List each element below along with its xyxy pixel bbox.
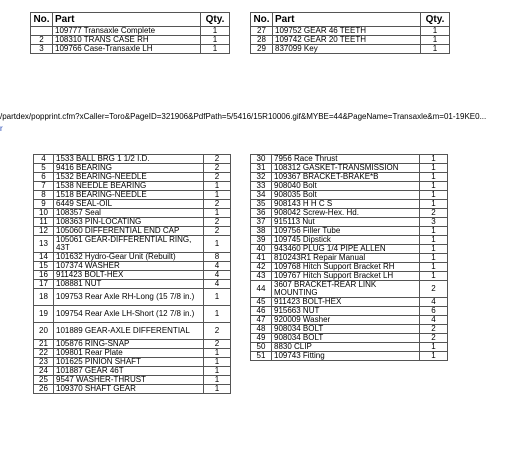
cell-part: 101887 GEAR 46T [54, 367, 204, 376]
table-row [34, 376, 231, 385]
table-row [251, 307, 448, 316]
cell-no: 12 [34, 227, 54, 236]
cell-qty: 1 [421, 27, 450, 36]
cell-part: 105061 GEAR-DIFFERENTIAL RING, 43T [54, 236, 204, 253]
cell-qty: 1 [420, 254, 448, 263]
cell-qty: 2 [204, 155, 231, 164]
cell-no: 10 [34, 209, 54, 218]
parts-table-top-right [250, 12, 450, 54]
cell-part: 9416 BEARING [54, 164, 204, 173]
table-row [251, 155, 448, 164]
cell-no: 17 [34, 280, 54, 289]
cell-no: 15 [34, 262, 54, 271]
cell-qty: 3 [420, 218, 448, 227]
table-row [34, 367, 231, 376]
table-row [251, 45, 450, 54]
table-row [251, 164, 448, 173]
parts-table-bottom-left [33, 154, 231, 394]
table-row [251, 325, 448, 334]
table-row [251, 227, 448, 236]
header-part: Part [53, 13, 201, 27]
header-row [251, 13, 450, 27]
cell-no: 41 [251, 254, 272, 263]
cell-qty: 1 [204, 182, 231, 191]
header-row [31, 13, 230, 27]
cell-no: 48 [251, 325, 272, 334]
table-row [34, 385, 231, 394]
cell-no: 7 [34, 182, 54, 191]
cell-qty: 4 [204, 271, 231, 280]
cell-no: 46 [251, 307, 272, 316]
cell-qty: 1 [204, 385, 231, 394]
table-row [34, 271, 231, 280]
cell-part: 8830 CLIP [272, 343, 420, 352]
table-row [251, 245, 448, 254]
cell-part: 109766 Case-Transaxle LH [53, 45, 201, 54]
cell-qty: 1 [204, 209, 231, 218]
cell-no: 42 [251, 263, 272, 272]
table-row [251, 352, 448, 361]
cell-qty: 1 [420, 245, 448, 254]
cell-no: 29 [251, 45, 273, 54]
table-row [34, 155, 231, 164]
table-row [34, 306, 231, 323]
cell-qty: 1 [201, 36, 230, 45]
cell-qty: 4 [420, 298, 448, 307]
cell-no: 38 [251, 227, 272, 236]
table-row [251, 298, 448, 307]
cell-no: 2 [31, 36, 53, 45]
cell-part: 109367 BRACKET-BRAKE*B [272, 173, 420, 182]
cell-qty: 2 [204, 323, 231, 340]
cell-part: 109370 SHAFT GEAR [54, 385, 204, 394]
cell-qty: 2 [420, 281, 448, 298]
table-row [251, 316, 448, 325]
cell-part: 109752 GEAR 46 TEETH [273, 27, 421, 36]
cell-no: 31 [251, 164, 272, 173]
table-row [251, 191, 448, 200]
cell-part: 108312 GASKET-TRANSMISSION [272, 164, 420, 173]
cell-qty: 2 [204, 164, 231, 173]
cell-part: 109742 GEAR 20 TEETH [273, 36, 421, 45]
cell-part: 101632 Hydro-Gear Unit (Rebuilt) [54, 253, 204, 262]
cell-part: 109777 Transaxle Complete [53, 27, 201, 36]
header-qty: Qty. [201, 13, 230, 27]
cell-qty: 4 [204, 262, 231, 271]
table-row [251, 209, 448, 218]
table-row [251, 263, 448, 272]
cell-qty: 1 [420, 236, 448, 245]
cell-part: 908035 Bolt [272, 191, 420, 200]
cell-part: 108363 PIN-LOCATING [54, 218, 204, 227]
table-row [34, 191, 231, 200]
cell-part: 109745 Dipstick [272, 236, 420, 245]
cell-qty: 1 [204, 376, 231, 385]
table-row [34, 227, 231, 236]
cell-qty: 1 [421, 36, 450, 45]
table-row [251, 236, 448, 245]
cell-no: 20 [34, 323, 54, 340]
table-row [34, 280, 231, 289]
cell-qty: 1 [420, 227, 448, 236]
cell-no: 37 [251, 218, 272, 227]
cell-qty: 8 [204, 253, 231, 262]
cell-part: 837099 Key [273, 45, 421, 54]
cell-no: 27 [251, 27, 273, 36]
cell-qty: 1 [204, 358, 231, 367]
cell-no: 14 [34, 253, 54, 262]
cell-part: 109743 Fitting [272, 352, 420, 361]
table-row [34, 218, 231, 227]
cell-part: 107374 WASHER [54, 262, 204, 271]
cell-no [31, 27, 53, 36]
table-row [251, 272, 448, 281]
cell-part: 908143 H H C S [272, 200, 420, 209]
cell-no: 6 [34, 173, 54, 182]
cell-part: 6449 SEAL-OIL [54, 200, 204, 209]
cell-qty: 1 [204, 367, 231, 376]
cell-no: 30 [251, 155, 272, 164]
cell-qty: 4 [204, 280, 231, 289]
cell-qty: 1 [421, 45, 450, 54]
cell-part: 108357 Seal [54, 209, 204, 218]
cell-qty: 1 [420, 164, 448, 173]
table-row [34, 262, 231, 271]
cell-part: 7956 Race Thrust [272, 155, 420, 164]
cell-qty: 1 [420, 173, 448, 182]
header-qty: Qty. [421, 13, 450, 27]
table-row [34, 236, 231, 253]
cell-qty: 2 [204, 200, 231, 209]
cell-part: 109801 Rear Plate [54, 349, 204, 358]
cell-qty: 1 [420, 263, 448, 272]
cell-qty: 1 [204, 306, 231, 323]
cell-part: 109756 Filler Tube [272, 227, 420, 236]
cell-no: 39 [251, 236, 272, 245]
cell-no: 3 [31, 45, 53, 54]
cell-part: 908034 BOLT [272, 334, 420, 343]
page-url-footer: /partdex/popprint.cfm?xCaller=Toro&PageID=321906&PdfPath=5/5416/15R10006.gif&MYBE=44&PageName=Transaxle&m=01-19KE0... [0, 112, 487, 121]
cell-part: 1518 BEARING-NEEDLE [54, 191, 204, 200]
cell-no: 22 [34, 349, 54, 358]
header-part: Part [273, 13, 421, 27]
cell-no: 24 [34, 367, 54, 376]
table-row [34, 182, 231, 191]
table-row [34, 200, 231, 209]
cell-qty: 1 [420, 343, 448, 352]
cell-no: 43 [251, 272, 272, 281]
cell-qty: 1 [420, 200, 448, 209]
parts-table-bottom-right [250, 154, 448, 361]
cell-part: 1533 BALL BRG 1 1/2 I.D. [54, 155, 204, 164]
cell-qty: 2 [204, 340, 231, 349]
cell-no: 51 [251, 352, 272, 361]
cell-no: 28 [251, 36, 273, 45]
table-row [34, 340, 231, 349]
cell-no: 47 [251, 316, 272, 325]
cell-part: 105876 RING-SNAP [54, 340, 204, 349]
cell-qty: 2 [204, 173, 231, 182]
cell-part: 109754 Rear Axle LH-Short (12 7/8 in.) [54, 306, 204, 323]
cell-qty: 2 [420, 209, 448, 218]
cell-qty: 4 [420, 316, 448, 325]
table-row [34, 253, 231, 262]
cell-qty: 2 [204, 227, 231, 236]
cell-part: 108881 NUT [54, 280, 204, 289]
cell-part: 943460 PLUG 1/4 PIPE ALLEN [272, 245, 420, 254]
table-row [251, 36, 450, 45]
cell-qty: 1 [204, 289, 231, 306]
cell-no: 32 [251, 173, 272, 182]
cell-no: 25 [34, 376, 54, 385]
cell-part: 9547 WASHER-THRUST [54, 376, 204, 385]
cell-part: 911423 BOLT-HEX [272, 298, 420, 307]
cell-qty: 1 [420, 272, 448, 281]
cell-no: 19 [34, 306, 54, 323]
cell-qty: 2 [204, 218, 231, 227]
cell-no: 4 [34, 155, 54, 164]
table-row [251, 27, 450, 36]
cell-qty: 2 [420, 334, 448, 343]
cell-no: 34 [251, 191, 272, 200]
cell-no: 18 [34, 289, 54, 306]
cell-no: 49 [251, 334, 272, 343]
cell-no: 16 [34, 271, 54, 280]
cell-qty: 1 [201, 27, 230, 36]
table-row [34, 289, 231, 306]
table-row [34, 323, 231, 340]
header-no: No. [31, 13, 53, 27]
header-no: No. [251, 13, 273, 27]
table-row [34, 209, 231, 218]
cell-qty: 6 [420, 307, 448, 316]
cell-part: 915663 NUT [272, 307, 420, 316]
cell-no: 8 [34, 191, 54, 200]
cell-no: 33 [251, 182, 272, 191]
cell-part: 101625 PINION SHAFT [54, 358, 204, 367]
cell-part: 3607 BRACKET-REAR LINK MOUNTING [272, 281, 420, 298]
table-row [251, 343, 448, 352]
cell-part: 1532 BEARING-NEEDLE [54, 173, 204, 182]
table-row [34, 349, 231, 358]
cell-qty: 1 [204, 349, 231, 358]
cell-no: 13 [34, 236, 54, 253]
cell-qty: 1 [204, 191, 231, 200]
cell-no: 11 [34, 218, 54, 227]
cell-qty: 2 [420, 325, 448, 334]
cell-no: 21 [34, 340, 54, 349]
cell-no: 9 [34, 200, 54, 209]
cell-no: 50 [251, 343, 272, 352]
table-row [251, 281, 448, 298]
table-row [251, 200, 448, 209]
cell-qty: 1 [204, 236, 231, 253]
cell-no: 36 [251, 209, 272, 218]
cell-no: 40 [251, 245, 272, 254]
cell-part: 908040 Bolt [272, 182, 420, 191]
cell-qty: 1 [420, 182, 448, 191]
cell-qty: 1 [420, 155, 448, 164]
table-row [251, 254, 448, 263]
cell-no: 35 [251, 200, 272, 209]
table-row [251, 173, 448, 182]
cell-no: 26 [34, 385, 54, 394]
cell-no: 44 [251, 281, 272, 298]
cell-qty: 1 [201, 45, 230, 54]
cell-qty: 1 [420, 191, 448, 200]
cell-part: 908042 Screw-Hex. Hd. [272, 209, 420, 218]
table-row [31, 45, 230, 54]
table-row [34, 358, 231, 367]
cell-part: 109767 Hitch Support Bracket LH [272, 272, 420, 281]
parts-table-top-left [30, 12, 230, 54]
cell-part: 908034 BOLT [272, 325, 420, 334]
table-row [31, 36, 230, 45]
cell-part: 105060 DIFFERENTIAL END CAP [54, 227, 204, 236]
table-row [34, 164, 231, 173]
cell-part: 109768 Hitch Support Bracket RH [272, 263, 420, 272]
cell-no: 45 [251, 298, 272, 307]
url-marker: r [0, 124, 3, 133]
table-row [251, 182, 448, 191]
cell-qty: 1 [420, 352, 448, 361]
table-row [31, 27, 230, 36]
cell-part: 810243R1 Repair Manual [272, 254, 420, 263]
cell-part: 1538 NEEDLE BEARING [54, 182, 204, 191]
cell-part: 920009 Washer [272, 316, 420, 325]
cell-no: 5 [34, 164, 54, 173]
table-row [251, 334, 448, 343]
table-row [251, 218, 448, 227]
cell-part: 108310 TRANS CASE RH [53, 36, 201, 45]
table-row [34, 173, 231, 182]
cell-no: 23 [34, 358, 54, 367]
cell-part: 911423 BOLT-HEX [54, 271, 204, 280]
cell-part: 101889 GEAR-AXLE DIFFERENTIAL [54, 323, 204, 340]
cell-part: 109753 Rear Axle RH-Long (15 7/8 in.) [54, 289, 204, 306]
cell-part: 915113 Nut [272, 218, 420, 227]
